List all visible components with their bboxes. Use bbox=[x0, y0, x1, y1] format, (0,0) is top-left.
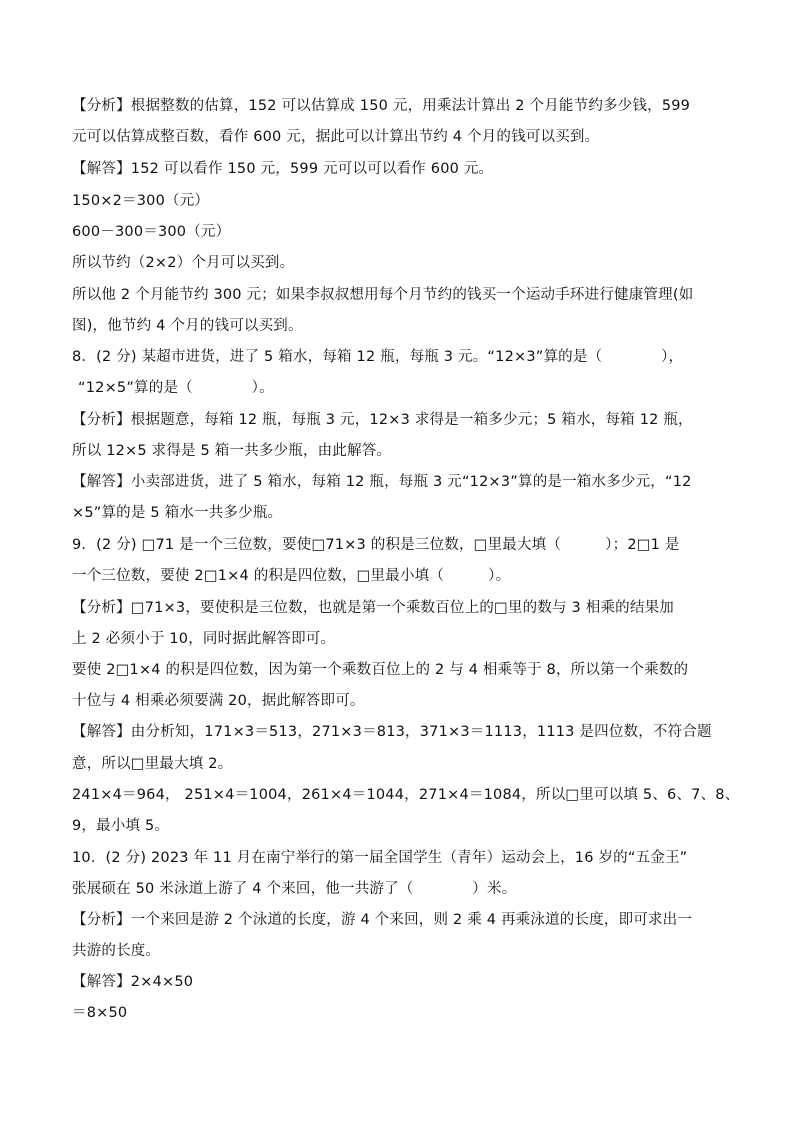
text-line: 要使 2□1×4 的积是四位数，因为第一个乘数百位上的 2 与 4 相乘等于 8，所以第一个乘数的 bbox=[72, 662, 689, 678]
text-line: 241×4＝964， 251×4＝1004，261×4＝1044，271×4＝1084，所以□里可以填 5、6、7、8、 bbox=[72, 787, 740, 803]
text-line: 【分析】一个来回是游 2 个泳道的长度，游 4 个来回，则 2 乘 4 再乘泳道的长度，即可求出一 bbox=[72, 912, 693, 928]
text-line: 【分析】根据题意，每箱 12 瓶，每瓶 3 元，12×3 求得是一箱多少元；5 箱水，每箱 12 瓶， bbox=[72, 412, 693, 428]
question-line: “12×5”算的是（ ）。 bbox=[78, 380, 274, 396]
text-line: 【解答】152 可以看作 150 元，599 元可以可以看作 600 元。 bbox=[72, 161, 494, 177]
text-line: 图)，他节约 4 个月的钱可以买到。 bbox=[72, 318, 303, 334]
text-line: 【分析】根据整数的估算，152 可以估算成 150 元，用乘法计算出 2 个月能节约多少钱，599 bbox=[72, 98, 691, 114]
text-line: ＝8×50 bbox=[72, 1005, 128, 1021]
question-line: 8．(2 分) 某超市进货，进了 5 箱水，每箱 12 瓶，每瓶 3 元。“12×3”算的是（ ）， bbox=[72, 349, 684, 365]
question-line: 张展硕在 50 米泳道上游了 4 个来回，他一共游了（ ）米。 bbox=[72, 881, 517, 897]
text-line: 共游的长度。 bbox=[72, 943, 161, 959]
question-line: 一个三位数，要使 2□1×4 的积是四位数，□里最小填（ ）。 bbox=[72, 568, 511, 584]
text-line: 十位与 4 相乘必须要满 20，据此解答即可。 bbox=[72, 693, 365, 709]
text-line: 150×2＝300（元） bbox=[72, 193, 210, 209]
text-line: 元可以估算成整百数，看作 600 元，据此可以计算出节约 4 个月的钱可以买到。 bbox=[72, 129, 600, 145]
text-line: 【解答】由分析知，171×3＝513，271×3＝813，371×3＝1113，1113 是四位数，不符合题 bbox=[72, 724, 712, 740]
text-line: 所以他 2 个月能节约 300 元；如果李叔叔想用每个月节约的钱买一个运动手环进行健康管理(如 bbox=[72, 287, 694, 303]
text-line: ×5”算的是 5 箱水一共多少瓶。 bbox=[72, 505, 283, 521]
text-line: 上 2 必须小于 10，同时据此解答即可。 bbox=[72, 631, 336, 647]
text-line: 【解答】2×4×50 bbox=[72, 974, 194, 990]
question-line: 9．(2 分) □71 是一个三位数，要使□71×3 的积是三位数，□里最大填（ ）；2□1 是 bbox=[72, 537, 680, 553]
text-line: 【解答】小卖部进货，进了 5 箱水，每箱 12 瓶，每瓶 3 元“12×3”算的是一箱水多少元，“12 bbox=[72, 474, 692, 490]
text-line: 600－300＝300（元） bbox=[72, 224, 231, 240]
text-line: 意，所以□里最大填 2。 bbox=[72, 756, 233, 772]
question-line: 10．(2 分) 2023 年 11 月在南宁举行的第一届全国学生（青年）运动会上，16 岁的“五金王” bbox=[72, 850, 688, 866]
text-line: 所以节约（2×2）个月可以买到。 bbox=[72, 255, 295, 271]
text-line: 9，最小填 5。 bbox=[72, 818, 170, 834]
text-line: 【分析】□71×3，要使积是三位数，也就是第一个乘数百位上的□里的数与 3 相乘的结果加 bbox=[72, 600, 674, 616]
text-line: 所以 12×5 求得是 5 箱一共多少瓶，由此解答。 bbox=[72, 443, 392, 459]
